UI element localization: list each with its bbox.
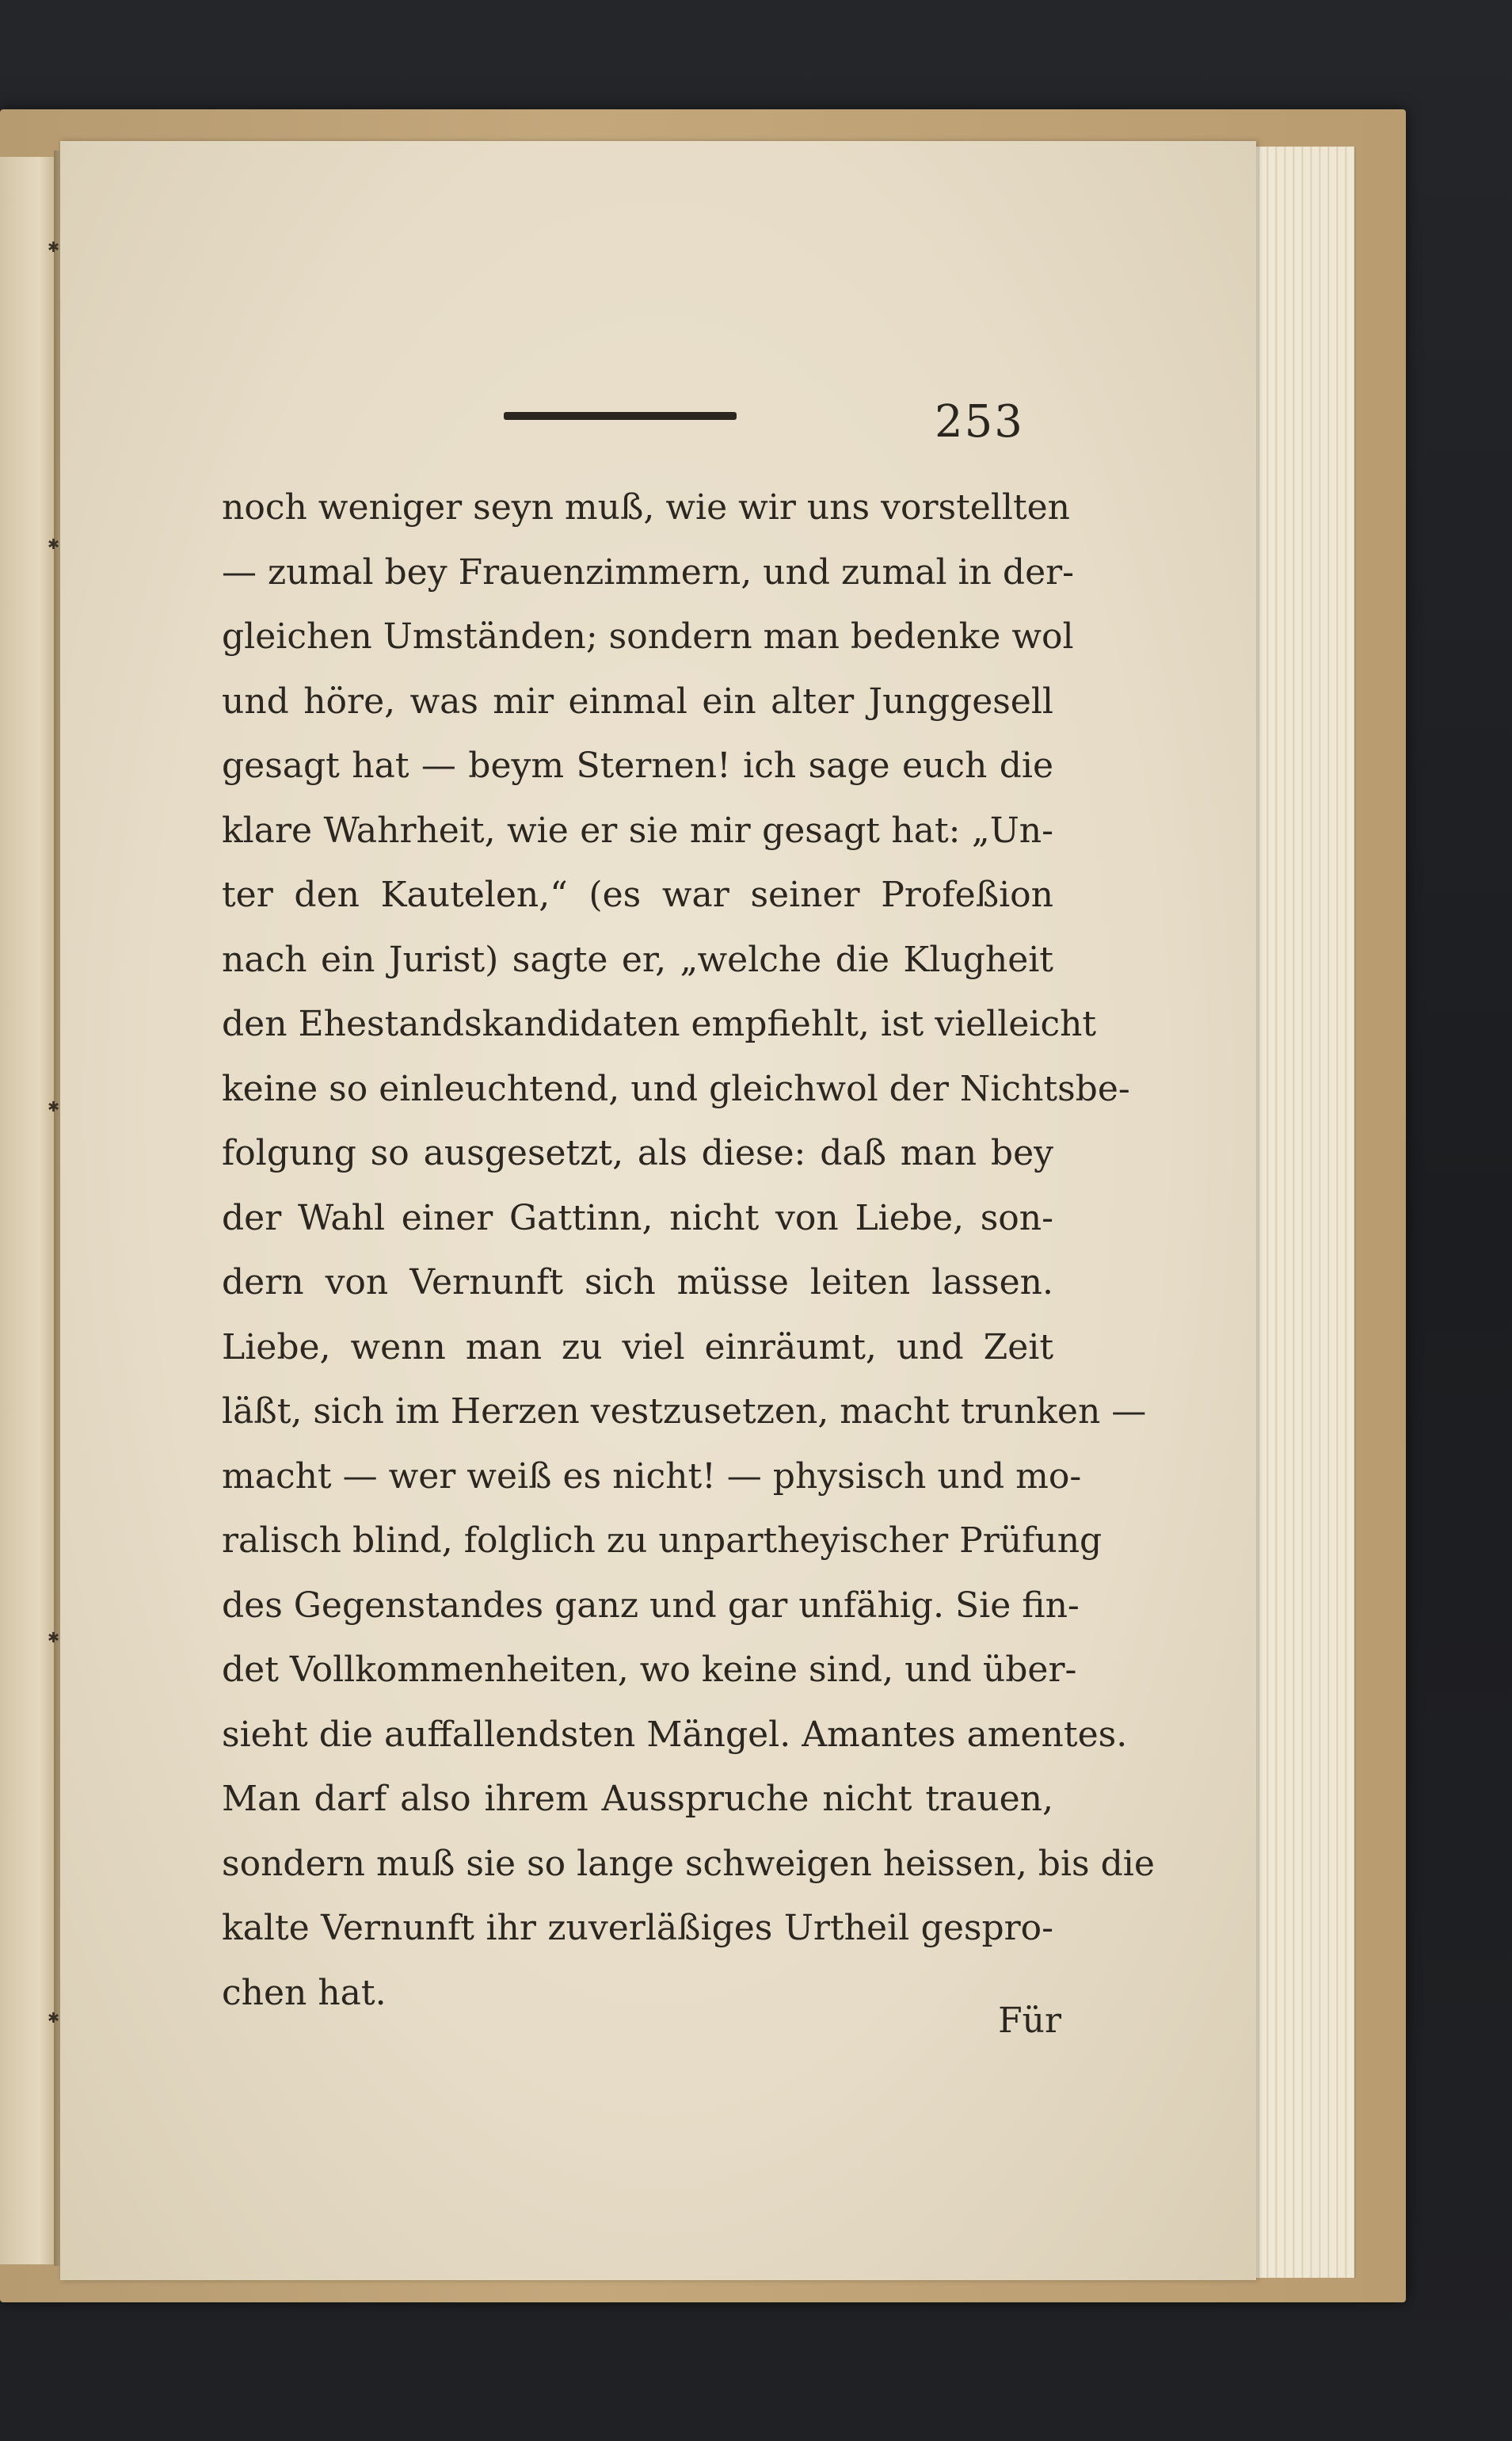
page-stack-edge (1251, 147, 1356, 2278)
body-text (222, 475, 1155, 2025)
text-line: kalte Vernunft ihr zuverläßiges Urtheil gespro- (222, 1908, 1053, 1948)
text-line: folgung so ausgesetzt, als diese: daß man bey (222, 1133, 1053, 1173)
text-line: gleichen Umständen; sondern man bedenke wol (222, 616, 1074, 657)
binding-stitch-icon: ✱ (48, 1099, 60, 1116)
binding-stitch-icon: ✱ (48, 2010, 60, 2027)
text-line: det Vollkommenheiten, wo keine sind, und über- (222, 1650, 1077, 1690)
text-line: — zumal bey Frauenzimmern, und zumal in der- (222, 551, 1075, 593)
text-line: und höre, was mir einmal ein alter Junggesell (222, 681, 1053, 722)
text-line: macht — wer weiß es nicht! — physisch und mo- (222, 1455, 1082, 1497)
catchword: Für (998, 2000, 1061, 2041)
text-line: keine so einleuchtend, und gleichwol der Nichtsbe- (222, 1068, 1130, 1109)
text-line: ralisch blind, folglich zu unpartheyischer Prüfung (222, 1520, 1103, 1561)
text-line: sondern muß sie so lange schweigen heissen, bis die (222, 1843, 1155, 1884)
text-line: chen hat. (222, 1972, 387, 2013)
text-line: nach ein Jurist) sagte er, „welche die Klugheit (222, 939, 1053, 980)
text-line: des Gegenstandes ganz und gar unfähig. Sie fin- (222, 1585, 1080, 1626)
text-line: der Wahl einer Gattinn, nicht von Liebe, son- (222, 1197, 1053, 1238)
text-line: läßt, sich im Herzen vestzusetzen, macht trunken — (222, 1391, 1147, 1432)
text-line: klare Wahrheit, wie er sie mir gesagt hat: „Un- (222, 810, 1053, 851)
text-line: den Ehestandskandidaten empfiehlt, ist vielleicht (222, 1004, 1097, 1044)
text-line: noch weniger seyn muß, wie wir uns vorstellten (222, 487, 1070, 528)
text-line: gesagt hat — beym Sternen! ich sage euch die (222, 746, 1053, 786)
text-line: Liebe, wenn man zu viel einräumt, und Zeit (222, 1326, 1053, 1367)
text-line: ter den Kautelen,“ (es war seiner Profeßion (222, 875, 1053, 915)
binding-stitch-icon: ✱ (48, 1630, 60, 1646)
text-line: dern von Vernunft sich müsse leiten lassen. (222, 1262, 1053, 1303)
page-number: 253 (935, 396, 1024, 448)
text-line: sieht die auffallendsten Mängel. Amantes amentes. (222, 1714, 1128, 1755)
header-rule (504, 412, 737, 420)
text-line: Man darf also ihrem Ausspruche nicht trauen, (222, 1779, 1053, 1819)
binding-stitch-icon: ✱ (48, 536, 60, 553)
left-page-edge (0, 157, 57, 2264)
binding-stitch-icon: ✱ (48, 239, 60, 256)
